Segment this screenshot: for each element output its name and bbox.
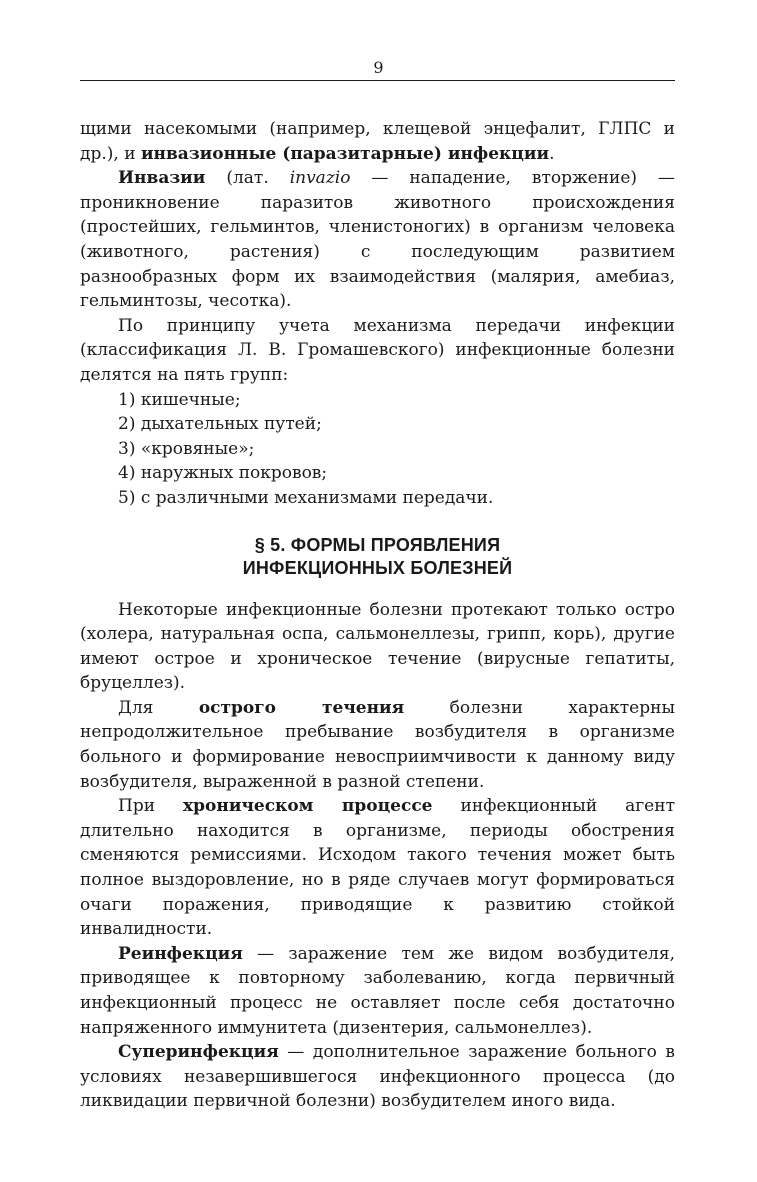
list-item: 1) кишечные; — [118, 389, 241, 410]
term-invasive-infections: инвазионные (паразитарные) инфекции — [140, 143, 550, 164]
term-superinfection: Суперинфекция — [118, 1042, 279, 1063]
term-invasions: Инвазии — [118, 168, 206, 189]
term-acute-course: острого течения — [198, 697, 405, 718]
list-item: 5) с различными механизмами передачи. — [118, 487, 494, 508]
paragraph-forms: Некоторые инфекционные болезни протекают только остро (холера, натуральная оспа, сальмонеллезы, грипп, корь), другие имеют острое и хроническое течение (вирусные гепатиты, бруцеллез). — [80, 599, 675, 694]
term-reinfection: Реинфекция — [118, 943, 243, 964]
paragraph-superinfection: Суперинфекция — дополнительное заражение больного в условиях незавершившегося инфекционного процесса (до ликвидации первичной болезни) возбудителем иного вида. — [80, 1042, 675, 1112]
paragraph-invasions: Инвазии (лат. invazio — нападение, вторжение) — проникновение паразитов животного происхождения (простейших, гельминтов, членистоногих) в организм человека (животного, растения) с последующим развитием разнообразных форм их взаимодействия (малярия, амебиаз, гельминтозы, чесотка). — [80, 168, 675, 312]
list-item: 3) «кровяные»; — [118, 438, 255, 459]
list-item: 2) дыхательных путей; — [118, 414, 322, 435]
paragraph-classification: По принципу учета механизма передачи инфекции (классификация Л. В. Громашевского) инфекционные болезни делятся на пять групп: — [80, 315, 675, 385]
paragraph-continuation: щими насекомыми (например, клещевой энцефалит, ГЛПС и др.), и инвазионные (паразитарные) инфекции. — [80, 119, 675, 164]
page-body — [80, 117, 675, 1114]
latin-term: invazio — [289, 168, 351, 189]
section-heading: § 5. ФОРМЫ ПРОЯВЛЕНИЯ ИНФЕКЦИОННЫХ БОЛЕЗНЕЙ — [242, 534, 513, 578]
term-chronic-process: хроническом процессе — [183, 796, 433, 817]
paragraph-chronic: При хроническом процессе инфекционный агент длительно находится в организме, периоды обострения сменяются ремиссиями. Исходом такого течения может быть полное выздоровление, но в ряде случаев могут формироваться очаги поражения, приводящие к развитию стойкой инвалидности. — [80, 796, 675, 940]
page-number: 9 — [373, 58, 384, 77]
paragraph-acute: Для острого течения болезни характерны непродолжительное пребывание возбудителя в организме больного и формирование невосприимчивости к данному виду возбудителя, выраженной в разной степени. — [80, 697, 675, 792]
header-rule — [80, 80, 675, 81]
paragraph-reinfection: Реинфекция — заражение тем же видом возбудителя, приводящее к повторному заболеванию, когда первичный инфекционный процесс не оставляет после себя достаточно напряженного иммунитета (дизентерия, сальмонеллез). — [80, 943, 675, 1038]
list-item: 4) наружных покровов; — [118, 463, 328, 484]
